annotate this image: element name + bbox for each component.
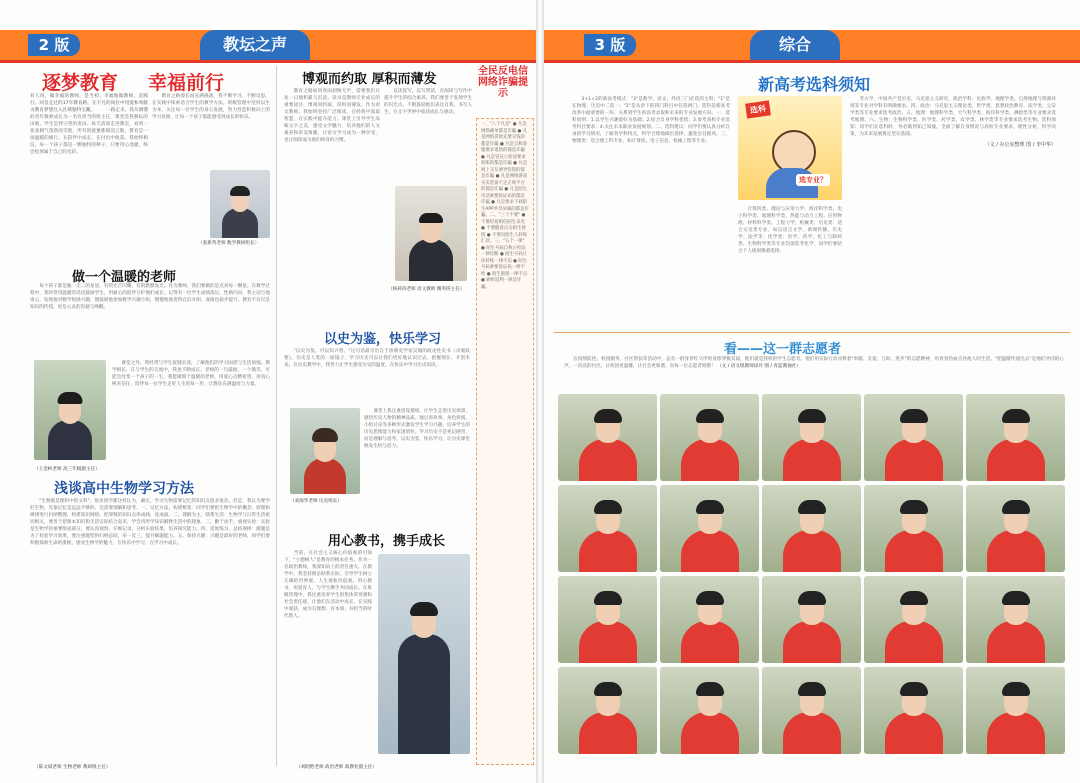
- teacher-photo-2: [34, 360, 106, 460]
- teacher-photo: [210, 170, 270, 238]
- politics-text-1: 当前，在社会主义核心价值观的引领下，"立德树人"是教育的根本任务。作为一名政治教师，我深知肩上的责任重大。在教学中，我坚持理论联系实际，引导学生树立正确的世界观、人生观和价值观。用心教书，用爱育人，与学生携手共同成长。在班级管理中，我注重培养学生的集体荣誉感和社会责任感，让他们在活动中成长，在实践中收获，成为有理想、有本领、有担当的时代新人。: [284, 551, 372, 619]
- biology-text: "生物就是理科中的文科"，很多同学都这样认为，确实，学习生物需要记忆的知识点很多很杂。但是，我认为要学好生物，光靠记忆是远远不够的，还需要理解和思考。一、记忆方法，构建框架：同学们要把生物学中的概念、原理和规律进行归纳整理，构建知识网络，把零散的知识点串成线，连成面。二、理解为主，联系生活：生物学与日常生活密切相关，要善于把课本知识和生活实际结合起来，学会用所学知识解释生活中的现象。三、勤于动手，重视实验：实验是生物学的重要组成部分，要认真观察，仔细记录，分析实验结果，培养探究能力。四、适度练习，总结规律：做题是为了检验学习效果，要注重题型的归纳总结，举一反三，提升解题能力。五、保持兴趣：兴趣是最好的老师，同学们要积极探索生命的奥秘，感受生物学的魅力，在快乐中学习，在学习中成长。: [30, 499, 270, 546]
- teacher-photo-3: [395, 186, 467, 281]
- article-title-a: 逐梦教育: [42, 72, 119, 94]
- reading-col2: 以读促写，以写带读，在阅读与写作中提升学生的综合素养。我们要善于发现学生的闪光点，不断鼓励他们表达自我，书写人生，在文字世界中收获成长与感动。: [384, 89, 472, 115]
- volunteer-photo: [558, 576, 657, 663]
- politics-byline: （刘昭艳老师 政治老师 政教处副主任）: [296, 765, 378, 770]
- edition-label: 2 版: [28, 34, 80, 56]
- volunteer-photo: [660, 394, 759, 481]
- volunteer-photo: [762, 667, 861, 754]
- sidebar-card: [476, 118, 534, 765]
- reading-col1: 教育之路如同春雨润物无声，需要我们日复一日地积累与沉淀。读书是教师专业成长的重要途径，博观而约取，厚积而薄发。作为语文教师，我始终坚持广泛阅读，在经典中汲取智慧，在实践中提升能力。课堂上引导学生品味文字之美，感受文学魅力，培养他们的人文素养和审美情趣，让语文学习成为一种享受，也让阅读成为他们终身的习惯。: [284, 89, 380, 143]
- article-title-history: 以史为鉴，快乐学习: [324, 332, 442, 347]
- history-text-2: 课堂上我注重创设情境，让学生走进历史场景，感悟历史人物的精神品质。通过讲故事、角色扮演、小组讨论等多种形式激发学生学习兴趣，培养学生的历史思维能力和家国情怀。学习历史不是死记硬背，而是理解与思考，以史为鉴，快乐学习，让历史课堂焕发生机与活力。: [364, 409, 470, 449]
- volunteer-photo: [864, 667, 963, 754]
- article1-col1: 有人说，做幸福的教师，是当初；幸福地做教师，是践行。回首走过的17年教育路，在不凡的岗位中用爱和奉献为教育梦想注入区域独特宝藏。 一路走来，我从懵懂的青年教师成长为一名有担当的班主任，课堂是我耕耘的田地，学生是我守望的麦田。每天清晨走进教室，看到一张张朝气蓬勃的笑脸，所有的疲惫都烟消云散。教育是一场温暖的修行，在陪伴中成长，在付出中收获。我始终相信，每一个孩子都是一颗独特的种子，只要用心浇灌，终会绽放属于自己的光彩。: [30, 94, 148, 155]
- teacher-photo-4: [290, 408, 360, 494]
- volunteer-photo: [864, 576, 963, 663]
- section-tab: 教坛之声: [200, 30, 310, 60]
- volunteer-photo: [660, 576, 759, 663]
- article-title-politics: 用心教书，携手成长: [328, 534, 446, 549]
- sidebar-text: 一、"八个凡是" ● 凡是网络刷单都是诈骗 ● 凡是网络贷款先要交钱的都是诈骗 ● 凡是自称客服要求退款的都是诈骗 ● 凡是冒充公检法要求转账的都是诈骗 ● 凡是网上交友诱导投资的都是诈骗 ● 凡是网络游戏买卖装备不走正规平台的都是诈骗 ● 凡是陌生电话索要验证码的都是诈骗 ● 凡是要求下载陌生APP共享屏幕的都是诈骗。二、"三个不要" ● 不要轻易相信陌生来电 ● 不要随意点击陌生链接 ● 不要向陌生人转账汇款。三、"五个一律" ● 陌生号码自称公检法一律挂断 ● 陌生号码让你转账一律不信 ● 陌生号码索要验证码一律不给 ● 陌生链接一律不点 ● 刷单返利一律是诈骗。: [481, 122, 529, 290]
- photo-caption-history: （刘海华老师 历史组长）: [290, 499, 342, 504]
- volunteer-title: 看——这一群志愿者: [724, 342, 842, 357]
- volunteer-photo: [762, 485, 861, 572]
- biology-byline: （陈文斌老师 生物老师 教研组主任）: [34, 765, 111, 770]
- volunteer-photo: [966, 576, 1065, 663]
- volunteer-photo: [762, 394, 861, 481]
- volunteer-text: 在疫情防控、校园服务、社区帮扶等活动中，总有一群身穿红马甲的身影穿梭其间，他们就是我校的学生志愿者。他们用实际行动诠释着"奉献、友爱、互助、进步"的志愿精神，用青春热血点亮他人的生活。"把温暖传递出去"是他们共同的心声，一次次的付出，让校园更温馨，让社会更和谐，向每一位志愿者致敬！ （文 / 语文组教师徐丹 图 / 青蓝教通社）: [564, 357, 1064, 369]
- volunteer-photo: [762, 576, 861, 663]
- page-gutter: [536, 0, 544, 783]
- column-divider: [276, 66, 277, 766]
- selection-col1: 3+1+2的新高考模式："3"是数学、语文、外语三门必选的主科；"1"是在物理、历史中二选一；"2"是从余下的四门科目中任选两门。选科是新高考改革中最重要的一环，关系到学生的高考录取和未来的专业发展方向。一、选科原则：1.以学生兴趣爱好为基础；2.结合自身学科优势；3.参考高校专业选考科目要求；4.关注未来职业发展规划。二、选科建议：同学们要认真分析自身的学习情况，了解各学科特点，科学合理地做出选择，避免盲目跟风。三、物理类：适合理工科专业，如计算机、电子信息、机械工程等专业。: [572, 97, 730, 144]
- selection-byline: （文 / 办公室整理 图 / 李中华）: [984, 142, 1056, 148]
- teacher-photo-5: [378, 554, 470, 754]
- warm-teacher-text: 每个孩子都是独一无二的星星，有的光芒闪耀，有的默默发光。作为教师，我们要做的是点亮每一颗星。在教学过程中，我时常用温暖的话语鼓励学生，用耐心的陪伴守护他们成长。记得有一位学生成绩落后，性格内向，我主动与他谈心，发现他对数学很感兴趣，便鼓励他参加数学兴趣小组，慢慢地他变得自信开朗，成绩也稳步提升。教育不仅仅是知识的传授，更是心灵的沟通与唤醒。: [30, 284, 270, 310]
- photo-caption-left: （王金柯老师 高三年级副主任）: [34, 467, 100, 472]
- volunteer-photo: [966, 485, 1065, 572]
- volunteer-photo: [558, 394, 657, 481]
- article1-col2: 教育之路漫长而充满挑战，我不断学习，不断反思，在实践中探索适合学生的教学方法。班级管理中坚持以生为本，关注每一位学生的身心发展，努力营造积极向上的学习氛围，让每一个孩子都能感受到成长的快乐。: [152, 94, 270, 120]
- volunteer-photo: [864, 485, 963, 572]
- history-text-1: "以史为鉴，可以知兴替。"这句话最早出自于唐朝史学家吴兢的政论性史书《贞观政要》，历史是人类的一面镜子，学习历史可以让我们更好地认识过去、把握现在、开创未来。在历史教学中，我努力让学生感受历史的温度，在快乐中学习历史知识。: [284, 349, 470, 368]
- article-title-reading: 博观而约取 厚积而薄发: [302, 72, 437, 87]
- right-page: [544, 0, 1080, 783]
- article-title-biology: 浅谈高中生物学习方法: [54, 481, 194, 497]
- volunteer-photo: [558, 667, 657, 754]
- illustration-label: 选科: [745, 100, 771, 118]
- volunteer-photo: [864, 394, 963, 481]
- sidebar-title: 全民反电信网络诈骗提示: [478, 66, 528, 99]
- header-rule-right: [544, 60, 1080, 63]
- volunteer-photo: [660, 485, 759, 572]
- article1-intro: 有人说，做幸福的教师，是当初；幸福地做教师，是践行。回首走过的17年教育路，在不凡的岗位中用爱和奉献为教育梦想注入区域独特宝藏。: [30, 94, 148, 113]
- photo-caption-reading: （杨莉涛老师 语文教师 精英班主任）: [388, 287, 465, 292]
- selection-illustration: [738, 96, 842, 200]
- volunteer-byline: （文 / 语文组教师徐丹 图 / 青蓝教通社）: [717, 364, 801, 369]
- illustration-label-2: 选专业？: [796, 174, 830, 186]
- warm-teacher-text-2: 课堂之外，我经常与学生促膝长谈，了解他们的学习困惑与生活烦恼。教学相长，在与学生的交流中，我也不断成长。老师的一句鼓励，一个微笑，可能会改变一个孩子的一生。我愿做那个温暖的老师，用爱心点燃希望，用真心换来信任，陪伴每一位学生走好人生的每一步，让教育充满温度与力量。: [112, 361, 270, 387]
- section-tab-right: 综合: [750, 30, 840, 60]
- volunteer-photo: [966, 667, 1065, 754]
- selection-col3: 考古学、中国共产党历史、马克思主义研究、政治学科、民族学、地理学类、自然地理与资源环境等专业对学科有明确要求。四、政治：马克思主义理论类、哲学类、思想政治教育、法学类、公安学类等专业要求选考政治。五、地理：地理科学类、大气科学类、海洋科学类、测绘类等专业要求选考地理。六、生物：生物科学类、医学类、药学类、农学类、林学类等专业要求选考生物。选科须知：同学们在选科时，务必做到知己知彼，全面了解自身情况与高校专业要求，理性分析，科学决策，为未来发展奠定坚实基础。 （文 / 办公室整理 图 / 李中华）: [850, 97, 1056, 148]
- volunteer-photo: [660, 667, 759, 754]
- edition-label-right: 3 版: [584, 34, 636, 56]
- volunteer-divider: [554, 332, 1070, 333]
- article-title-course-selection: 新高考选科须知: [758, 75, 871, 94]
- section-title-warm-teacher: 做一个温暖的老师: [72, 270, 177, 285]
- photo-caption-right: （张新英老师 数学教研组长）: [198, 241, 260, 246]
- volunteer-photo: [966, 394, 1065, 481]
- left-page: [0, 0, 536, 783]
- selection-col2: 计算机类、理论与应用力学、海洋科学类、电子科学类、地理科学类、热能与动力工程、应用物理、材料科学类、工程力学、机械类；历史类：适合文史类专业，如汉语言文学、新闻传播、历史学、法学等；化学类：医学、药学、化工与制药类、生物科学类等专业均需选考化学，同学们要结合个人规划慎重选择。: [738, 207, 842, 254]
- volunteer-photo: [558, 485, 657, 572]
- header-rule: [0, 60, 536, 63]
- article-title-b: 幸福前行: [148, 72, 225, 94]
